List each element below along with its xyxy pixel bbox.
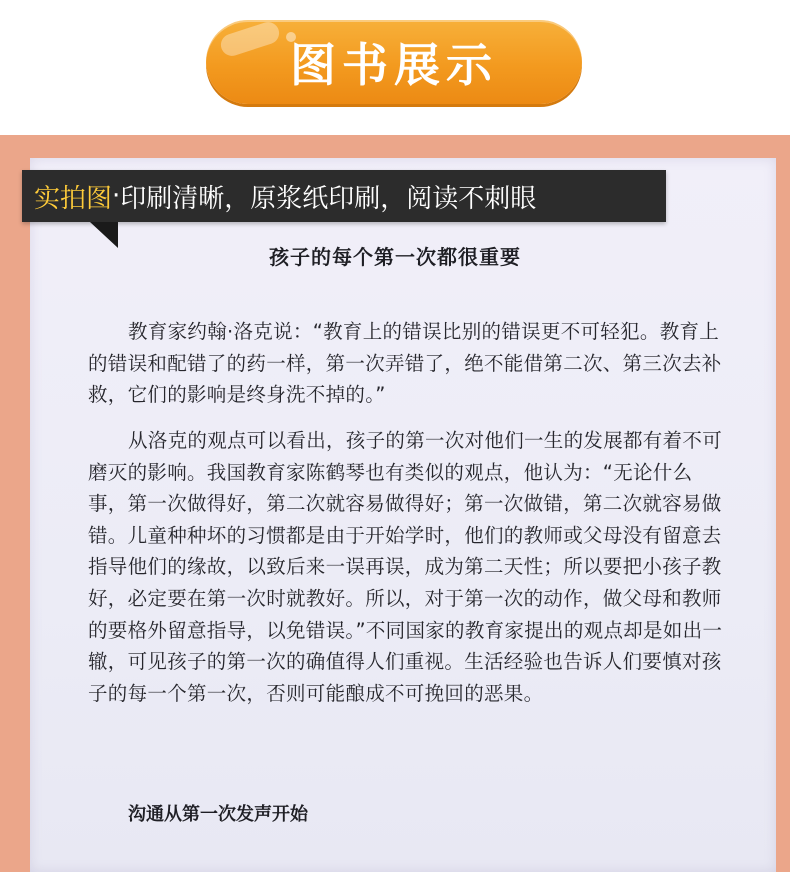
header-area <box>0 0 790 135</box>
banner-text: 印刷清晰，原浆纸印刷，阅读不刺眼 <box>120 183 537 214</box>
title-pill <box>206 20 582 104</box>
page-title: 图书展示 <box>290 38 498 92</box>
banner-label: 实拍图 <box>34 183 113 214</box>
document-title: 孩子的每个第一次都很重要 <box>269 245 521 269</box>
photo-caption-banner <box>22 170 666 222</box>
paragraph-2: 从洛克的观点可以看出，孩子的第一次对他们一生的发展都有着不可磨灭的影响。我国教育家陈鹤琴也有类似的观点，他认为：“无论什么事，第一次做得好，第二次就容易做得好；第一次做错，第二次就容易做错。儿童种种坏的习惯都是由于开始学时，他们的教师或父母没有留意去指导他们的缘故，以致后来一误再误，成为第二天性；所以要把小孩子教好，必定要在第一次时就教好。所以，对于第一次的动作，做父母和教师的要格外留意指导，以免错误。”不同国家的教育家提出的观点却是如出一辙，可见孩子的第一次的确值得人们重视。生活经验也告诉人们要慎对孩子的每一个第一次，否则可能酿成不可挽回的恶果。 <box>88 429 723 705</box>
paragraph-1: 教育家约翰·洛克说：“教育上的错误比别的错误更不可轻犯。教育上的错误和配错了的药一样，第一次弄错了，绝不能借第二次、第三次去补救，它们的影响是终身洗不掉的。” <box>88 320 722 407</box>
banner-separator: · <box>112 181 121 211</box>
section-heading: 沟通从第一次发声开始 <box>128 804 308 825</box>
